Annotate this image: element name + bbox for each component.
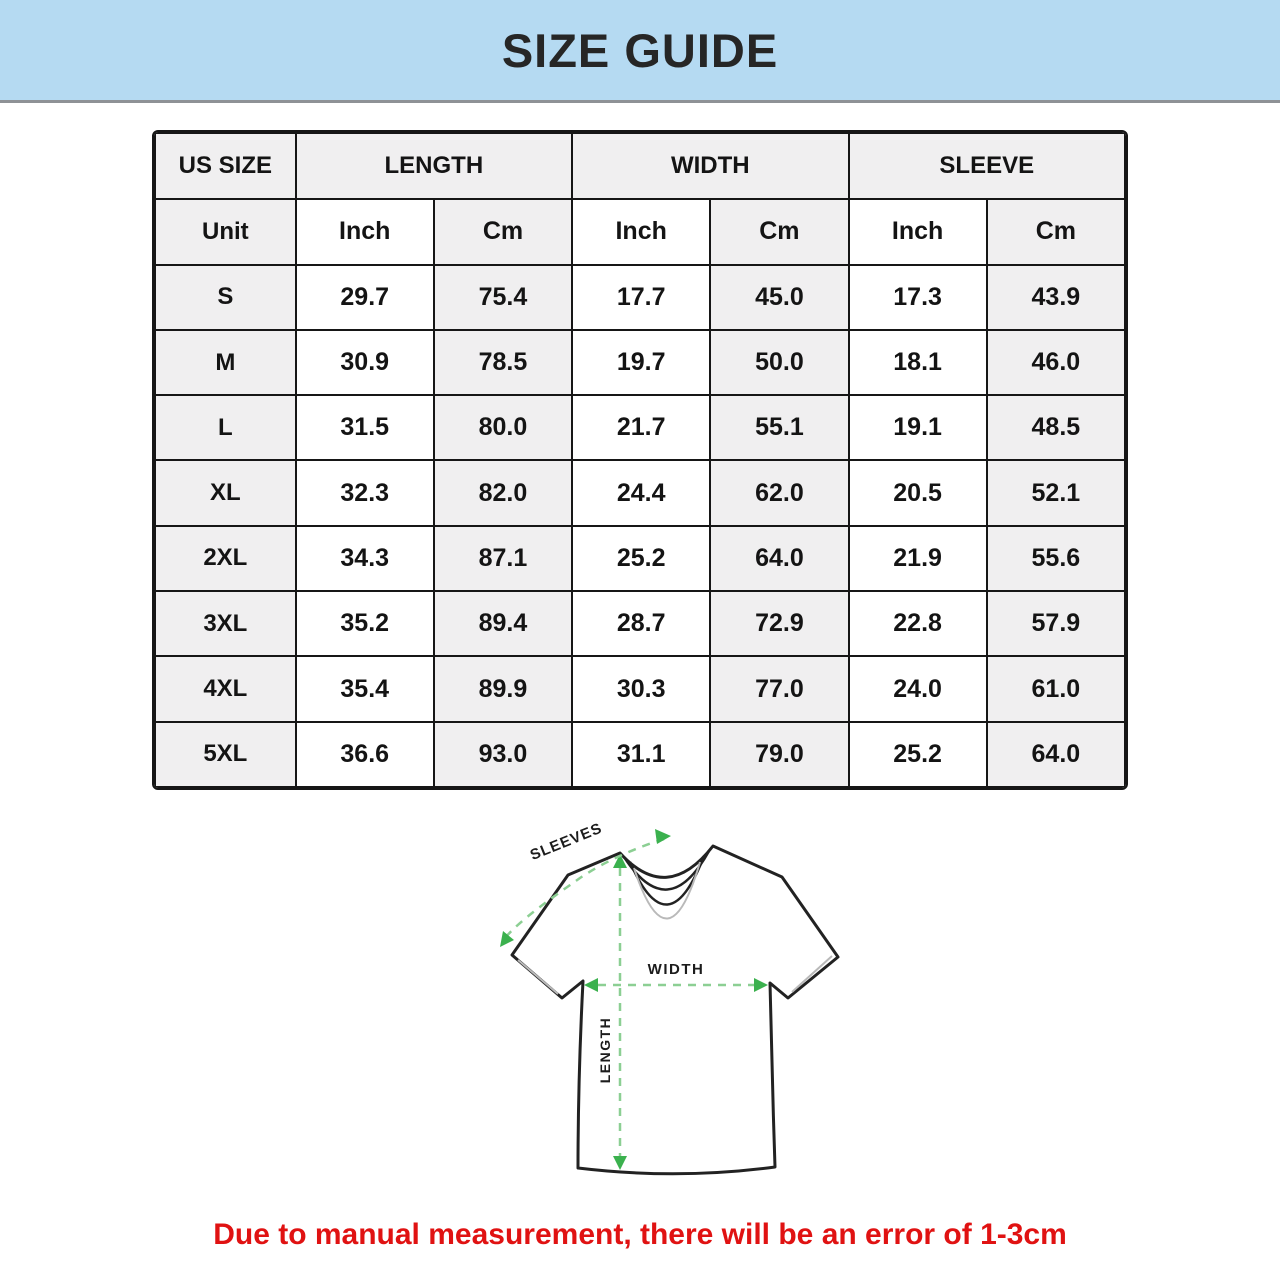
- value-cell: 61.0: [987, 656, 1125, 721]
- value-cell: 55.6: [987, 526, 1125, 591]
- table-row-2xl: [155, 526, 1125, 591]
- header-length: LENGTH: [296, 133, 572, 199]
- value-cell: 82.0: [434, 460, 572, 525]
- size-cell: 2XL: [155, 526, 296, 591]
- header-us-size: US SIZE: [155, 133, 296, 199]
- value-cell: 21.9: [849, 526, 987, 591]
- value-cell: 43.9: [987, 265, 1125, 330]
- tshirt-outline: [512, 846, 838, 1174]
- value-cell: 36.6: [296, 722, 434, 787]
- value-cell: 25.2: [572, 526, 710, 591]
- value-cell: 62.0: [710, 460, 848, 525]
- value-cell: 89.9: [434, 656, 572, 721]
- table-row-m: [155, 330, 1125, 395]
- header-width: WIDTH: [572, 133, 848, 199]
- value-cell: 55.1: [710, 395, 848, 460]
- value-cell: 77.0: [710, 656, 848, 721]
- unit-cell: Inch: [849, 199, 987, 264]
- value-cell: 17.3: [849, 265, 987, 330]
- value-cell: 72.9: [710, 591, 848, 656]
- size-guide-banner: [0, 0, 1280, 103]
- value-cell: 30.3: [572, 656, 710, 721]
- value-cell: 79.0: [710, 722, 848, 787]
- sleeves-arrow-top-icon: [655, 829, 671, 844]
- table-row-4xl: [155, 656, 1125, 721]
- value-cell: 52.1: [987, 460, 1125, 525]
- value-cell: 21.7: [572, 395, 710, 460]
- value-cell: 29.7: [296, 265, 434, 330]
- value-cell: 64.0: [710, 526, 848, 591]
- sleeves-arrow-bottom-icon: [500, 931, 514, 947]
- size-cell: M: [155, 330, 296, 395]
- unit-cell: Cm: [710, 199, 848, 264]
- size-cell: 3XL: [155, 591, 296, 656]
- value-cell: 87.1: [434, 526, 572, 591]
- value-cell: 78.5: [434, 330, 572, 395]
- value-cell: 57.9: [987, 591, 1125, 656]
- value-cell: 22.8: [849, 591, 987, 656]
- page-title: SIZE GUIDE: [501, 23, 779, 77]
- size-cell: XL: [155, 460, 296, 525]
- header-sleeve: SLEEVE: [849, 133, 1125, 199]
- size-cell: 4XL: [155, 656, 296, 721]
- value-cell: 80.0: [434, 395, 572, 460]
- unit-cell: Inch: [296, 199, 434, 264]
- value-cell: 25.2: [849, 722, 987, 787]
- value-cell: 45.0: [710, 265, 848, 330]
- tshirt-measurement-diagram: [470, 815, 880, 1190]
- size-cell: L: [155, 395, 296, 460]
- value-cell: 31.5: [296, 395, 434, 460]
- table-row-l: [155, 395, 1125, 460]
- table-row-5xl: [155, 722, 1125, 787]
- value-cell: 30.9: [296, 330, 434, 395]
- size-table: [154, 132, 1126, 788]
- value-cell: 31.1: [572, 722, 710, 787]
- sleeves-label: SLEEVES: [527, 819, 605, 864]
- length-label: LENGTH: [597, 1016, 613, 1084]
- unit-cell: Inch: [572, 199, 710, 264]
- value-cell: 89.4: [434, 591, 572, 656]
- unit-cell: Cm: [987, 199, 1125, 264]
- value-cell: 24.4: [572, 460, 710, 525]
- value-cell: 35.2: [296, 591, 434, 656]
- unit-row: [155, 199, 1125, 264]
- value-cell: 50.0: [710, 330, 848, 395]
- value-cell: 32.3: [296, 460, 434, 525]
- size-cell: S: [155, 265, 296, 330]
- value-cell: 64.0: [987, 722, 1125, 787]
- table-row-s: [155, 265, 1125, 330]
- value-cell: 19.1: [849, 395, 987, 460]
- unit-cell: Cm: [434, 199, 572, 264]
- value-cell: 19.7: [572, 330, 710, 395]
- value-cell: 46.0: [987, 330, 1125, 395]
- size-cell: 5XL: [155, 722, 296, 787]
- table-row-3xl: [155, 591, 1125, 656]
- size-table-container: [152, 130, 1128, 790]
- measurement-error-note: Due to manual measurement, there will be an error of 1-3cm: [213, 1218, 1067, 1251]
- value-cell: 93.0: [434, 722, 572, 787]
- value-cell: 35.4: [296, 656, 434, 721]
- value-cell: 28.7: [572, 591, 710, 656]
- value-cell: 18.1: [849, 330, 987, 395]
- value-cell: 48.5: [987, 395, 1125, 460]
- value-cell: 17.7: [572, 265, 710, 330]
- value-cell: 75.4: [434, 265, 572, 330]
- table-row-xl: [155, 460, 1125, 525]
- unit-label-cell: Unit: [155, 199, 296, 264]
- value-cell: 34.3: [296, 526, 434, 591]
- table-header-row: [155, 133, 1125, 199]
- width-label: WIDTH: [647, 961, 705, 978]
- value-cell: 20.5: [849, 460, 987, 525]
- value-cell: 24.0: [849, 656, 987, 721]
